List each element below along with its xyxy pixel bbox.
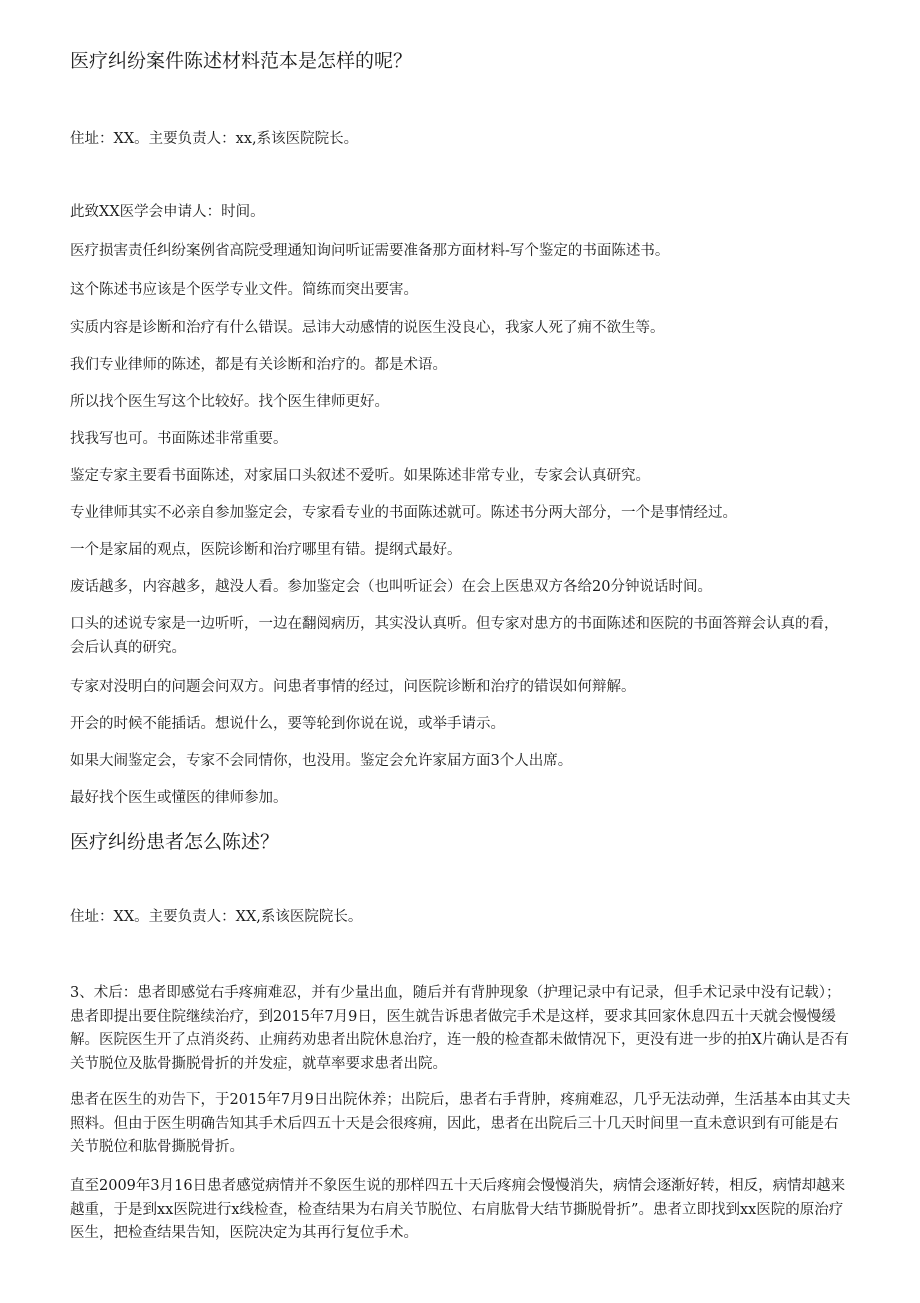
paragraph: 直至2009年3月16日患者感觉病情并不象医生说的那样四五十天后疼痈会慢慢消失，病情会逐渐好转，相反，病情却越来越重，于是到xx医院进行x线检查，检查结果为右肩关节脱位、右肩肱骨大结节撕脱骨折”。患者立即找到xx医院的原治疗医生，把检查结果告知，医院决定为其再行复位手术。 <box>70 1178 846 1241</box>
paragraph: 鉴定专家主要看书面陈述，对家届口头叙述不爱听。如果陈述非常专业，专家会认真研究。 <box>70 468 650 484</box>
address-line-2: 住址：XX。主要负责人：XX,系该医院院长。 <box>70 909 363 925</box>
paragraph: 如果大闹鉴定会，专家不会同情你，也没用。鉴定会允许家届方面3个人出席。 <box>70 753 573 769</box>
closing-line: 此致XX医学会申请人：时间。 <box>70 204 265 220</box>
paragraph: 一个是家届的观点，医院诊断和治疗哪里有错。提纲式最好。 <box>70 542 462 558</box>
paragraph: 开会的时候不能插话。想说什么，要等轮到你说在说，或举手请示。 <box>70 716 505 732</box>
paragraph: 找我写也可。书面陈述非常重要。 <box>70 431 288 447</box>
paragraph: 专业律师其实不必亲自参加鉴定会，专家看专业的书面陈述就可。陈述书分两大部分，一个是事情经过。 <box>70 505 737 521</box>
paragraph: 废话越多，内容越多，越没人看。参加鉴定会（也叫听证会）在会上医患双方各给20分钟说话时间。 <box>70 579 712 595</box>
paragraph: 患者在医生的劝告下，于2015年7月9日出院休养；出院后，患者右手背肿，疼痈难忍，几乎无法动弹，生活基本由其丈夫照料。但由于医生明确告知其手术后四五十天是会很疼痈，因此，患者在出院后三十几天时间里一直未意识到有可能是右关节脱位和肱骨撕脱骨折。 <box>70 1092 851 1155</box>
heading-case-statement-sample: 医疗纠纷案件陈述材料范本是怎样的呢？ <box>70 50 413 72</box>
address-line-1: 住址：XX。主要负责人：xx,系该医院院长。 <box>70 131 359 147</box>
paragraph: 专家对没明白的问题会问双方。问患者事情的经过，问医院诊断和治疗的错误如何辩解。 <box>70 679 636 695</box>
paragraph: 所以找个医生写这个比较好。找个医生律师更好。 <box>70 394 389 410</box>
paragraph: 口头的述说专家是一边听听，一边在翻阅病历，其实没认真听。但专家对患方的书面陈述和医院的书面答辩会认真的看，会后认真的研究。 <box>70 616 839 656</box>
paragraph: 实质内容是诊断和治疗有什么错误。忌讳大动感情的说医生没良心，我家人死了痈不欲生等。 <box>70 320 665 336</box>
paragraph: 这个陈述书应该是个医学专业文件。简练而突出要害。 <box>70 282 418 298</box>
paragraph: 医疗损害责任纠纷案例省高院受理通知询问听证需要准备那方面材料-写个鉴定的书面陈述书。 <box>70 243 670 259</box>
paragraph: 3、术后：患者即感觉右手疼痈难忍，并有少量出血，随后并有背肿现象（护理记录中有记录，但手术记录中没有记载）；患者即提出要住院继续治疗，到2015年7月9日，医生就告诉患者做完手术是这样，要求其回家休息四五十天就会慢慢缓解。医院医生开了点消炎药、止痈药劝患者出院休息治疗，连一般的检查都未做情况下，更没有进一步的拍X片确认是否有关节脱位及肱骨撕脱骨折的并发症，就草率要求患者出院。 <box>70 985 849 1072</box>
heading-patient-statement: 医疗纠纷患者怎么陈述？ <box>70 831 280 853</box>
paragraph: 最好找个医生或懂医的律师参加。 <box>70 790 288 806</box>
paragraph: 我们专业律师的陈述，都是有关诊断和治疗的。都是术语。 <box>70 357 447 373</box>
